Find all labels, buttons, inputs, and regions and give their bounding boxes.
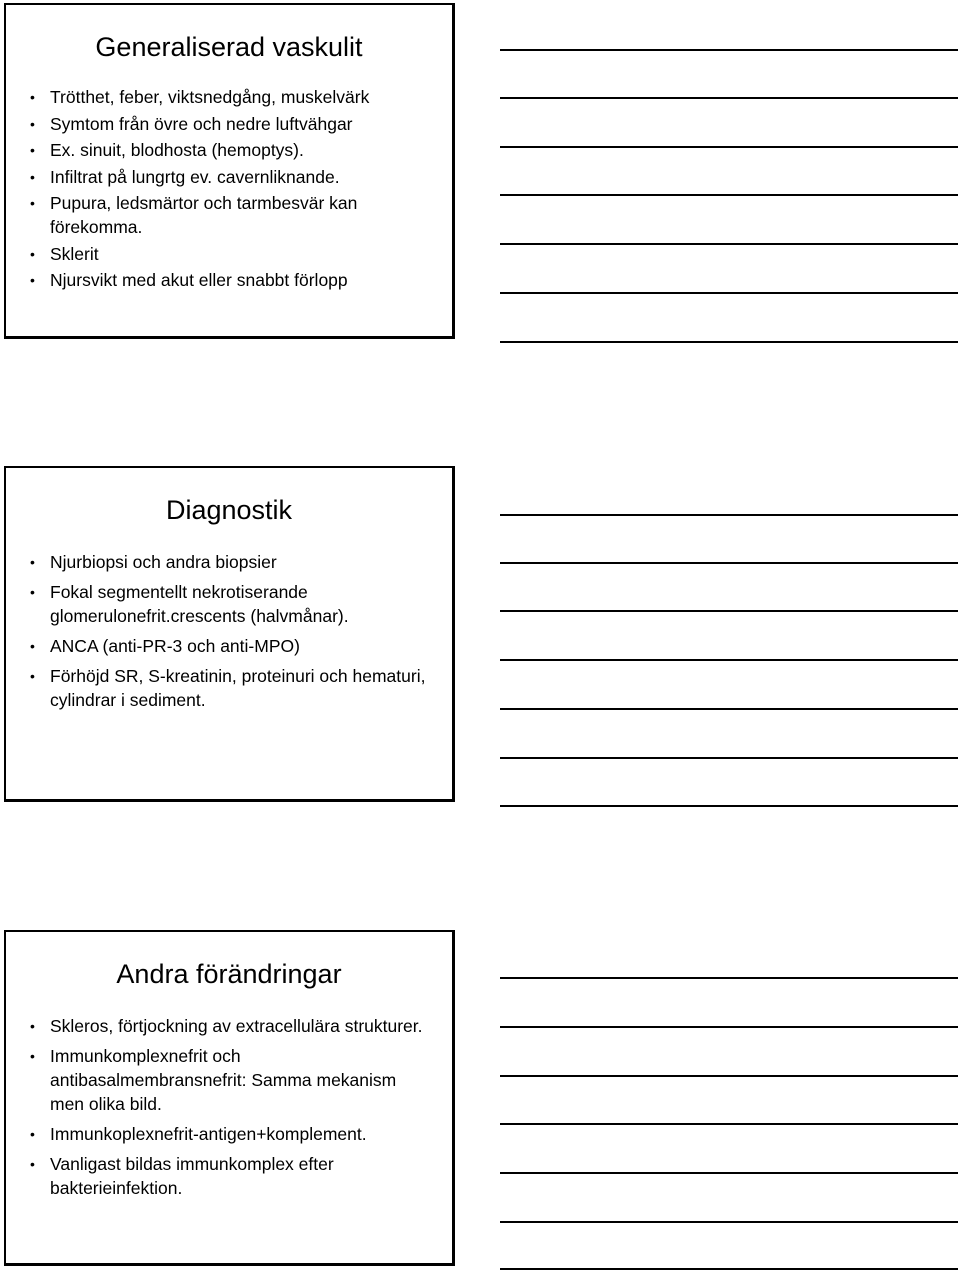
- note-line: [500, 292, 958, 294]
- bullet-text: Pupura, ledsmärtor och tarmbesvär kan förekomma.: [50, 193, 358, 237]
- bullet-text: Ex. sinuit, blodhosta (hemoptys).: [50, 140, 304, 160]
- bullet-icon: •: [30, 584, 35, 600]
- note-line: [500, 977, 958, 979]
- note-line: [500, 1268, 958, 1270]
- bullet-item: [30, 550, 432, 574]
- bullet-item: [30, 634, 432, 658]
- note-line: [500, 341, 958, 343]
- bullet-text: Immunkoplexnefrit-antigen+komplement.: [50, 1124, 367, 1144]
- bullet-text: Förhöjd SR, S-kreatinin, proteinuri och hematuri, cylindrar i sediment.: [50, 666, 426, 710]
- bullet-text: Njurbiopsi och andra biopsier: [50, 552, 277, 572]
- bullet-item: [30, 85, 432, 109]
- bullet-item: [30, 1014, 432, 1038]
- bullet-icon: •: [30, 195, 35, 211]
- bullet-icon: •: [30, 638, 35, 654]
- note-line: [500, 514, 958, 516]
- bullet-text: Fokal segmentellt nekrotiserande glomerulonefrit.crescents (halvmånar).: [50, 582, 349, 626]
- note-line: [500, 708, 958, 710]
- slide-1: [4, 3, 455, 339]
- note-line: [500, 610, 958, 612]
- slide-title: Generaliserad vaskulit: [95, 32, 363, 62]
- bullet-item: [30, 242, 432, 266]
- note-line: [500, 1026, 958, 1028]
- note-line: [500, 1075, 958, 1077]
- bullet-text: Vanligast bildas immunkomplex efter bakterieinfektion.: [50, 1154, 334, 1198]
- bullet-icon: •: [30, 245, 35, 262]
- bullet-list: [30, 85, 432, 295]
- bullet-item: [30, 1044, 432, 1116]
- bullet-item: [30, 1152, 432, 1200]
- bullet-icon: •: [30, 1018, 35, 1034]
- bullet-text: Trötthet, feber, viktsnedgång, muskelvärk: [50, 87, 370, 107]
- bullet-item: [30, 165, 432, 189]
- bullet-item: [30, 580, 432, 628]
- bullet-icon: •: [30, 272, 35, 288]
- bullet-icon: •: [30, 1156, 35, 1172]
- note-line: [500, 562, 958, 564]
- note-line: [500, 1172, 958, 1174]
- bullet-text: ANCA (anti-PR-3 och anti-MPO): [50, 636, 300, 656]
- bullet-item: [30, 191, 432, 239]
- bullet-text: Immunkomplexnefrit och antibasalmembransnefrit: Samma mekanism men olika bild.: [50, 1046, 397, 1114]
- slide-title: Diagnostik: [165, 495, 293, 525]
- bullet-icon: •: [30, 142, 35, 158]
- note-line: [500, 659, 958, 661]
- bullet-icon: •: [30, 168, 35, 185]
- bullet-text: Infiltrat på lungrtg ev. cavernliknande.: [50, 166, 340, 187]
- bullet-item: [30, 138, 432, 162]
- slide-title: Andra förändringar: [116, 959, 342, 989]
- bullet-item: [30, 268, 432, 292]
- bullet-list: [30, 550, 432, 718]
- bullet-text: Symtom från övre och nedre luftvähgar: [50, 113, 353, 134]
- bullet-icon: •: [30, 1048, 35, 1064]
- note-line: [500, 757, 958, 759]
- note-line: [500, 49, 958, 51]
- bullet-item: [30, 1122, 432, 1146]
- bullet-icon: •: [30, 1126, 35, 1142]
- note-line: [500, 243, 958, 245]
- note-line: [500, 97, 958, 99]
- bullet-item: [30, 664, 432, 712]
- bullet-icon: •: [30, 668, 35, 684]
- note-line: [500, 1221, 958, 1223]
- bullet-icon: •: [30, 115, 35, 132]
- bullet-item: [30, 112, 432, 136]
- bullet-text: Njursvikt med akut eller snabbt förlopp: [50, 270, 348, 290]
- slide-3: [4, 930, 455, 1266]
- note-line: [500, 1123, 958, 1125]
- bullet-icon: •: [30, 89, 35, 105]
- bullet-list: [30, 1014, 432, 1206]
- note-line: [500, 194, 958, 196]
- bullet-text: Sklerit: [50, 243, 99, 264]
- bullet-text: Skleros, förtjockning av extracellulära strukturer.: [50, 1016, 423, 1036]
- note-line: [500, 146, 958, 148]
- bullet-icon: •: [30, 554, 35, 570]
- slide-2: [4, 466, 455, 802]
- note-line: [500, 805, 958, 807]
